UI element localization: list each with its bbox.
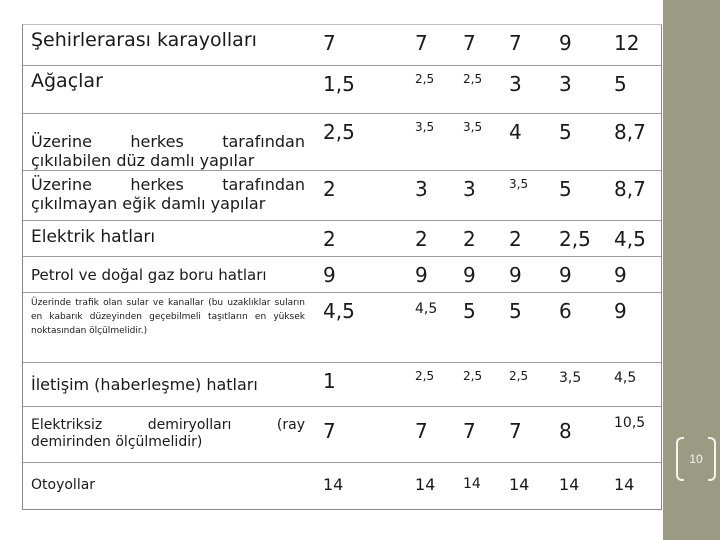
table-cell: 2 — [313, 220, 405, 256]
table-cell: 14 — [604, 462, 661, 509]
table-cell: 9 — [549, 25, 604, 65]
table-row — [23, 170, 661, 220]
table-cell: 2,5 — [499, 362, 549, 406]
table-row — [23, 256, 661, 292]
row-label: Üzerine herkes tarafından çıkılabilen düz damlı yapılar — [23, 113, 313, 170]
table-cell: 14 — [499, 462, 549, 509]
table-row — [23, 25, 661, 65]
table-cell: 14 — [313, 462, 405, 509]
table-cell: 9 — [549, 256, 604, 292]
row-label: Şehirlerarası karayolları — [23, 25, 313, 65]
table-row — [23, 65, 661, 113]
table-cell: 3,5 — [549, 362, 604, 406]
row-label: Ağaçlar — [23, 65, 313, 113]
table-cell: 2 — [453, 220, 499, 256]
table-cell: 8,7 — [604, 113, 661, 170]
table-cell: 9 — [604, 256, 661, 292]
table-cell: 9 — [453, 256, 499, 292]
table-cell: 2,5 — [453, 65, 499, 113]
table-cell: 14 — [405, 462, 453, 509]
table-cell: 2 — [499, 220, 549, 256]
table-cell: 1 — [313, 362, 405, 406]
row-label: Otoyollar — [23, 462, 313, 509]
row-label: Elektrik hatları — [23, 220, 313, 256]
table-cell: 7 — [453, 406, 499, 462]
table-cell: 5 — [453, 292, 499, 362]
table-cell: 12 — [604, 25, 661, 65]
table-cell: 4,5 — [604, 220, 661, 256]
table-cell: 3 — [549, 65, 604, 113]
row-label: Elektriksiz demiryolları (ray demirinden ölçülmelidir) — [23, 406, 313, 462]
table-cell: 7 — [453, 25, 499, 65]
table-cell: 9 — [405, 256, 453, 292]
table-row — [23, 113, 661, 170]
table-cell: 1,5 — [313, 65, 405, 113]
table-cell: 14 — [453, 462, 499, 509]
bracket-left-icon — [676, 437, 684, 481]
table-cell: 7 — [499, 406, 549, 462]
table-cell: 9 — [313, 256, 405, 292]
table-cell: 2,5 — [453, 362, 499, 406]
table-cell: 3 — [499, 65, 549, 113]
table-cell: 4,5 — [405, 292, 453, 362]
table-cell: 2 — [405, 220, 453, 256]
table-row — [23, 406, 661, 462]
table-row — [23, 292, 661, 362]
table-cell: 5 — [499, 292, 549, 362]
table-cell: 4,5 — [313, 292, 405, 362]
page-number-badge — [676, 437, 716, 481]
page-number: 10 — [689, 452, 703, 466]
table-cell: 7 — [405, 25, 453, 65]
table-cell: 2,5 — [405, 362, 453, 406]
row-label: Üzerinde trafik olan sular ve kanallar (bu uzaklıklar suların en kabarık düzeyinden geçebilmeli taşıtların en yüksek noktasından ölçülmelidir.) — [23, 292, 313, 362]
table-cell: 3 — [453, 170, 499, 220]
row-label: Üzerine herkes tarafından çıkılmayan eğik damlı yapılar — [23, 170, 313, 220]
row-label: Petrol ve doğal gaz boru hatları — [23, 256, 313, 292]
row-label: İletişim (haberleşme) hatları — [23, 362, 313, 406]
distance-table — [22, 24, 662, 510]
distance-table-grid — [23, 25, 661, 509]
table-cell: 8 — [549, 406, 604, 462]
table-cell: 3,5 — [405, 113, 453, 170]
table-cell: 3,5 — [499, 170, 549, 220]
bracket-right-icon — [708, 437, 716, 481]
table-cell: 8,7 — [604, 170, 661, 220]
table-cell: 5 — [604, 65, 661, 113]
table-cell: 7 — [313, 406, 405, 462]
table-cell: 7 — [499, 25, 549, 65]
table-cell: 9 — [604, 292, 661, 362]
table-cell: 14 — [549, 462, 604, 509]
table-cell: 7 — [313, 25, 405, 65]
table-cell: 2,5 — [549, 220, 604, 256]
table-cell: 4 — [499, 113, 549, 170]
table-cell: 4,5 — [604, 362, 661, 406]
table-row — [23, 462, 661, 509]
table-row — [23, 220, 661, 256]
table-cell: 9 — [499, 256, 549, 292]
table-cell: 6 — [549, 292, 604, 362]
table-cell: 2,5 — [313, 113, 405, 170]
table-cell: 3 — [405, 170, 453, 220]
table-cell: 7 — [405, 406, 453, 462]
table-cell: 5 — [549, 113, 604, 170]
table-cell: 2,5 — [405, 65, 453, 113]
table-row — [23, 362, 661, 406]
table-cell: 2 — [313, 170, 405, 220]
table-cell: 5 — [549, 170, 604, 220]
table-cell: 10,5 — [604, 406, 661, 462]
table-cell: 3,5 — [453, 113, 499, 170]
